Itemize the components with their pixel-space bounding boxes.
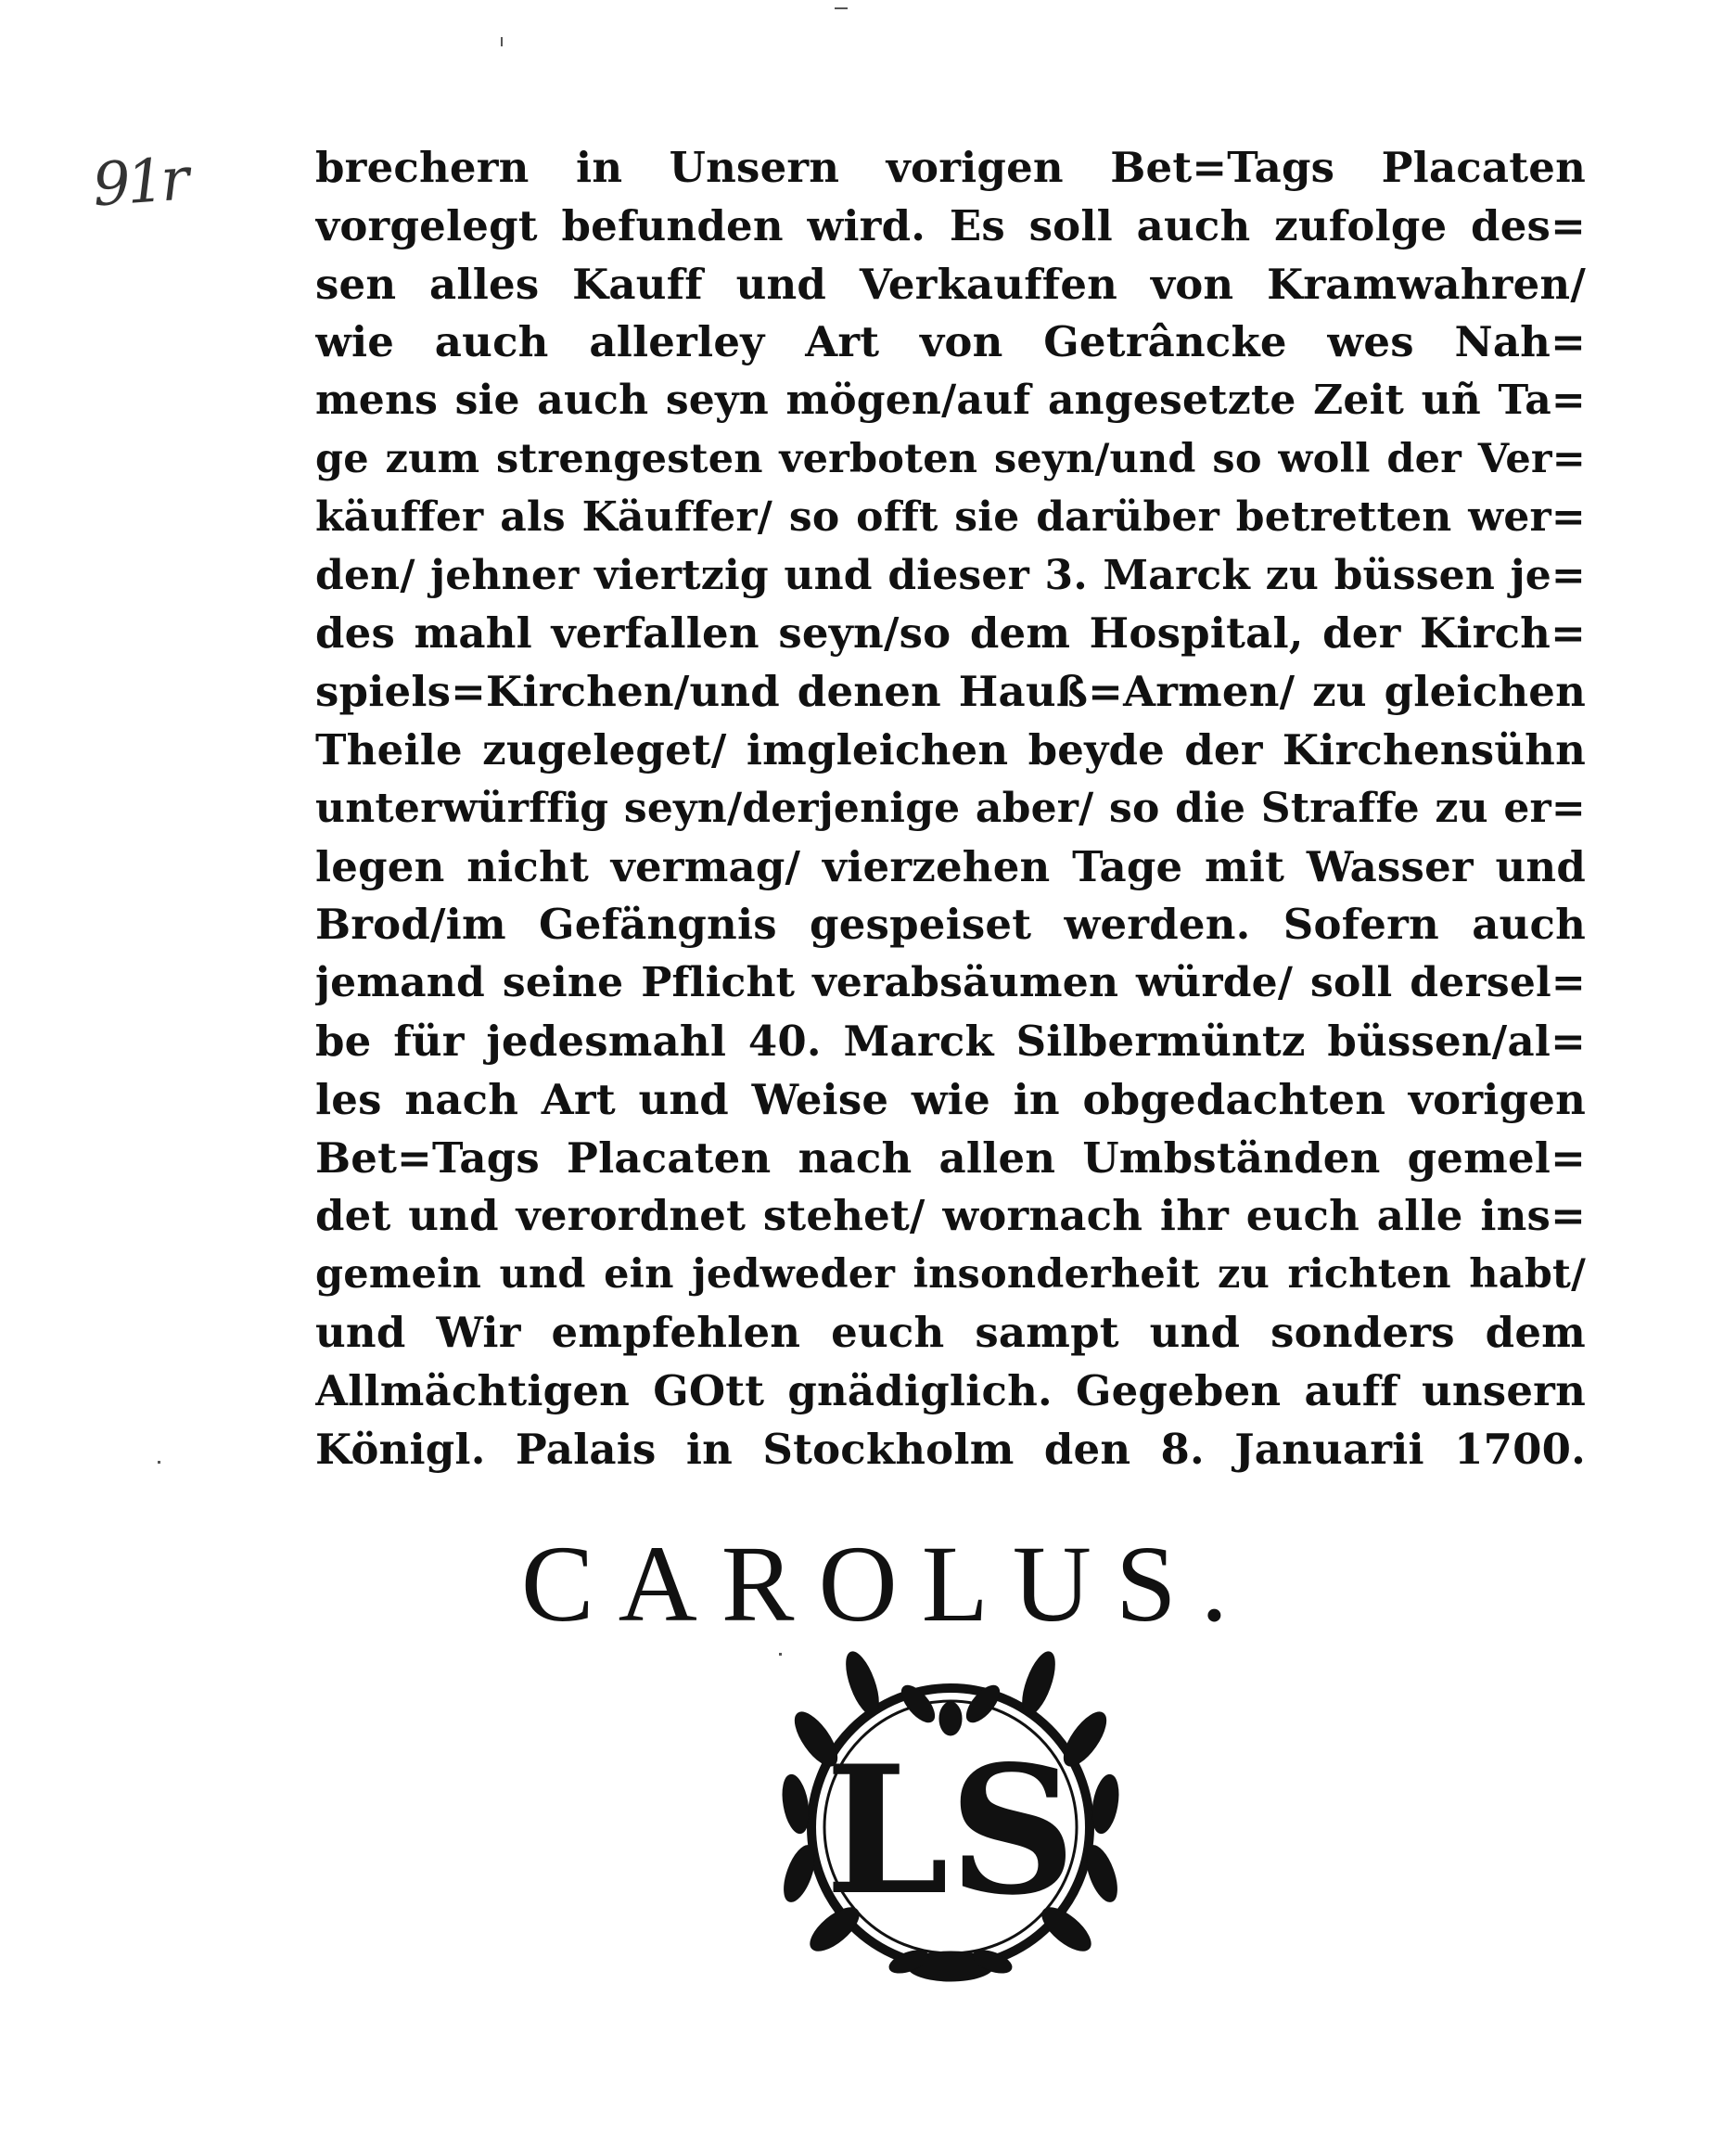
text-line: den/ jehner viertzig und dieser 3. Marck zu büssen je= bbox=[315, 551, 1586, 599]
text-line: unterwürffig seyn/derjenige aber/ so die Straffe zu er= bbox=[315, 784, 1586, 832]
text-line: vorgelegt befunden wird. Es soll auch zufolge des= bbox=[315, 200, 1586, 250]
text-line: gemein und ein jedweder insonderheit zu richten habt/ bbox=[315, 1251, 1586, 1299]
proclamation-body bbox=[315, 139, 1586, 1478]
seal-ls-emblem bbox=[751, 1628, 1150, 1999]
royal-signature: CAROLUS. bbox=[520, 1523, 1253, 1644]
text-line: Königl. Palais in Stockholm den 8. Januarii 1700. bbox=[315, 1424, 1586, 1474]
scan-speck bbox=[501, 37, 503, 46]
text-line: wie auch allerley Art von Getrâncke wes Nah= bbox=[315, 317, 1586, 367]
seal-monogram: LS bbox=[824, 1727, 1077, 1934]
folio-number: 91r bbox=[90, 145, 188, 221]
text-line: be für jedesmahl 40. Marck Silbermüntz büssen/al= bbox=[315, 1016, 1586, 1066]
text-line: les nach Art und Weise wie in obgedachten vorigen bbox=[315, 1074, 1586, 1124]
text-line: käuffer als Käuffer/ so offt sie darüber betretten wer= bbox=[315, 493, 1586, 541]
text-line: Bet=Tags Placaten nach allen Umbständen gemel= bbox=[315, 1132, 1586, 1183]
wreath-seal-icon bbox=[751, 1628, 1150, 1999]
text-line: und Wir empfehlen euch sampt und sonders dem bbox=[315, 1307, 1586, 1357]
text-line: spiels=Kirchen/und denen Hauß=Armen/ zu gleichen bbox=[315, 667, 1586, 717]
text-line: ge zum strengesten verboten seyn/und so woll der Ver= bbox=[315, 435, 1586, 482]
text-line: sen alles Kauff und Verkauffen von Kramwahren/ bbox=[315, 259, 1586, 309]
scan-speck bbox=[158, 1461, 160, 1464]
text-line: legen nicht vermag/ vierzehen Tage mit Wasser und bbox=[315, 841, 1586, 891]
text-line: jemand seine Pflicht verabsäumen würde/ soll dersel= bbox=[315, 959, 1586, 1007]
text-line: Allmächtigen GOtt gnädiglich. Gegeben auff unsern bbox=[315, 1365, 1586, 1415]
text-line: det und verordnet stehet/ wornach ihr euch alle ins= bbox=[315, 1191, 1586, 1241]
text-line: brechern in Unsern vorigen Bet=Tags Placaten bbox=[315, 143, 1586, 192]
text-line: mens sie auch seyn mögen/auf angesetzte Zeit uñ Ta= bbox=[315, 377, 1586, 425]
text-line: des mahl verfallen seyn/so dem Hospital, der Kirch= bbox=[315, 608, 1586, 659]
text-line: Brod/im Gefängnis gespeiset werden. Sofern auch bbox=[315, 900, 1586, 950]
scan-speck bbox=[779, 1653, 782, 1656]
scan-speck bbox=[835, 7, 848, 9]
text-line: Theile zugeleget/ imgleichen beyde der Kirchensühn bbox=[315, 724, 1586, 774]
